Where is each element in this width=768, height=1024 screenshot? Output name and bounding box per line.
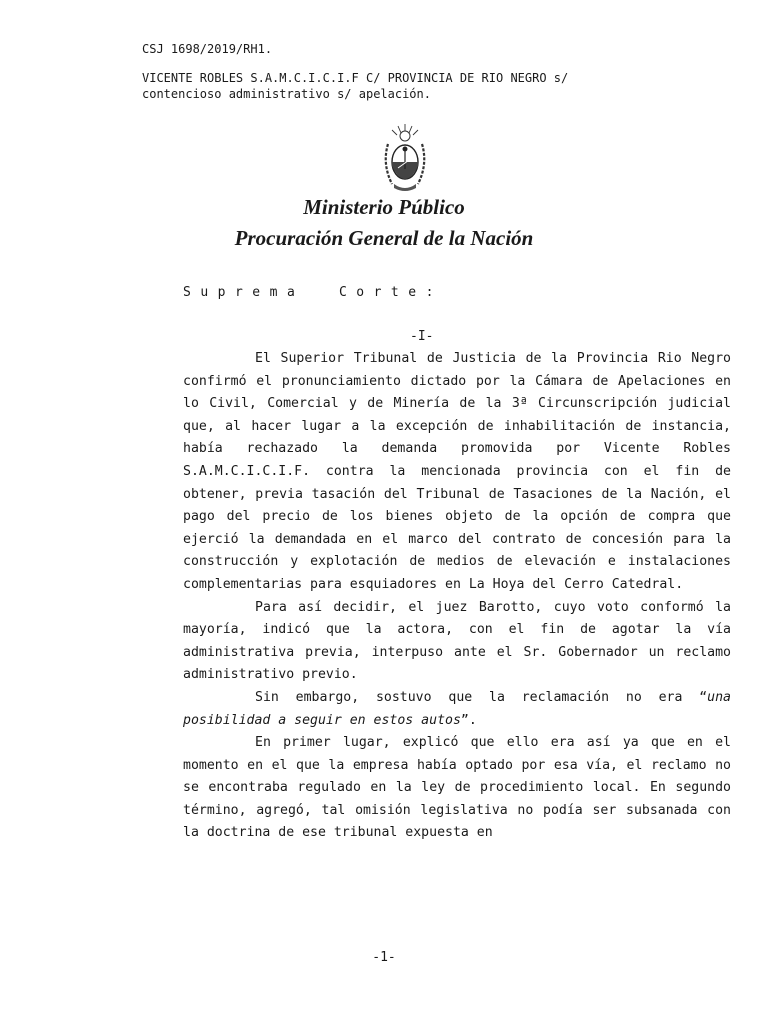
paragraph-3-start: Sin embargo, sostuvo que la reclamación no era “ (255, 689, 708, 705)
ministry-heading: Ministerio Público (303, 195, 465, 219)
paragraph-1: El Superior Tribunal de Justicia de la Provincia Rio Negro confirmó el pronunciamiento dictado por la Cámara de Apelaciones en lo Civil, Comercial y de Minería de la 3ª Circunscripción judicial que, al hacer lugar a la excepción de inhabilitación de instancia, había rechazado la demanda promovida por Vicente Robles S.A.M.C.I.C.I.F. contra la mencionada provincia con el fin de obtener, previa tasación del Tribunal de Tasaciones de la Nación, el pago del precio de los bienes objeto de la opción de compra que ejerció la demandada en el marco del contrato de concesión para la construcción y explotación de medios de elevación e instalaciones complementarias para esquiadores en La Hoya del Cerro Catedral. (183, 351, 731, 592)
paragraph-3-quote: una posibilidad a seguir en estos autos (183, 689, 731, 728)
paragraph-3 (183, 687, 731, 732)
case-title-line-2: contencioso administrativo s/ apelación. (142, 87, 431, 101)
procuracion-heading: Procuración General de la Nación (234, 226, 534, 250)
case-id: CSJ 1698/2019/RH1. (142, 42, 273, 56)
case-title-line-1: VICENTE ROBLES S.A.M.C.I.C.I.F C/ PROVINCIA DE RIO NEGRO s/ (142, 71, 569, 85)
page-number: -1- (372, 950, 396, 965)
section-number: -I- (410, 329, 434, 344)
document-body (183, 348, 731, 845)
argentine-coat-of-arms-icon (380, 122, 430, 194)
salutation: Suprema Corte: (183, 285, 443, 300)
case-title (142, 70, 568, 102)
paragraph-2: Para así decidir, el juez Barotto, cuyo voto conformó la mayoría, indicó que la actora, con el fin de agotar la vía administrativa previa, interpuso ante el Sr. Gobernador un reclamo administrativo previo. (183, 599, 731, 683)
paragraph-3-end: ”. (460, 712, 477, 728)
paragraph-4: En primer lugar, explicó que ello era así ya que en el momento en el que la empresa había optado por esa vía, el reclamo no se encontraba regulado en la ley de procedimiento local. En segundo término, agregó, tal omisión legislativa no podía ser subsanada con la doctrina de ese tribunal expuesta en (183, 735, 731, 841)
